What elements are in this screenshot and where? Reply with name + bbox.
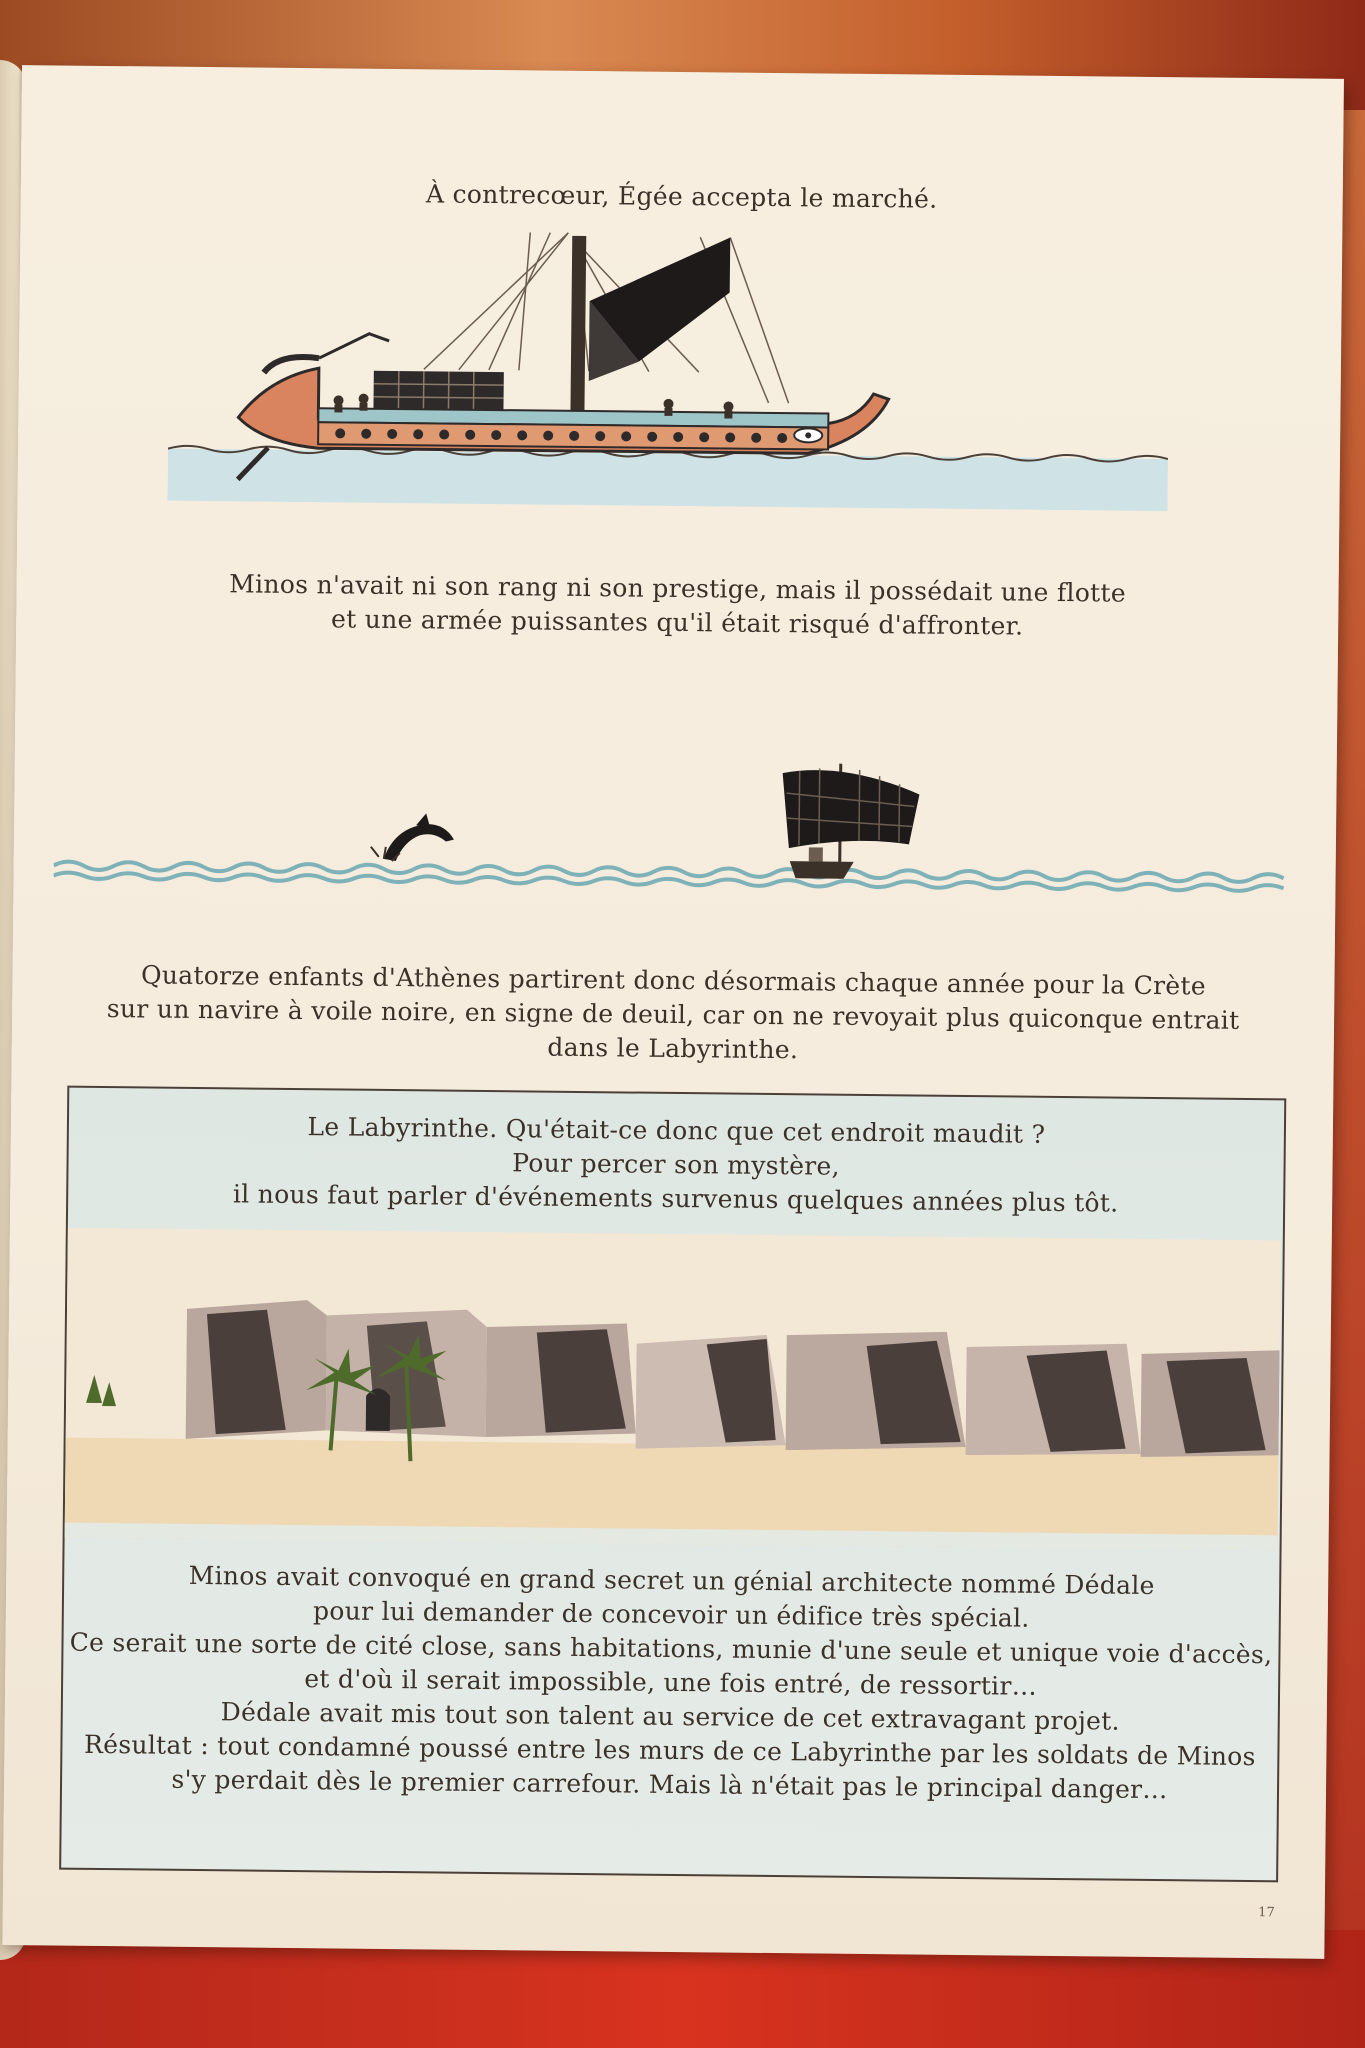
quatorze-line-2: sur un navire à voile noire, en signe de deuil, car on ne revoyait plus quiconque entrait xyxy=(106,994,1240,1035)
box-text-line-6: Résultat : tout condamné poussé entre les murs de ce Labyrinthe par les soldats de Minos xyxy=(83,1729,1256,1772)
labyrinth-walls-illustration xyxy=(65,1228,1281,1551)
minos-line-2: et une armée puissantes qu'il était risqué d'affronter. xyxy=(330,604,1024,641)
minos-line-1: Minos n'avait ni son rang ni son prestige, mais il possédait une flotte xyxy=(229,569,1127,608)
page-heading: À contrecœur, Égée accepta le marché. xyxy=(425,179,938,214)
box-text-line-4: et d'où il serait impossible, une fois entré, de ressortir… xyxy=(304,1664,1038,1701)
box-text-line-5: Dédale avait mis tout son talent au service de cet extravagant projet. xyxy=(220,1697,1120,1736)
galley-illustration xyxy=(167,217,1170,517)
page-number: 17 xyxy=(1258,1905,1275,1921)
quatorze-line-3: dans le Labyrinthe. xyxy=(547,1032,799,1065)
quatorze-line-1: Quatorze enfants d'Athènes partirent donc désormais chaque année pour la Crète xyxy=(140,960,1207,1001)
book-page xyxy=(2,65,1344,1959)
box-text-line-1: Minos avait convoqué en grand secret un génial architecte nommé Dédale xyxy=(188,1560,1155,1601)
box-text-line-2: pour lui demander de concevoir un édifice très spécial. xyxy=(312,1596,1030,1633)
box-text-line-3: Ce serait une sorte de cité close, sans habitations, munie d'une seule et unique voie d'accès, xyxy=(69,1627,1273,1670)
box-intro-line-1: Le Labyrinthe. Qu'était-ce donc que cet endroit maudit ? xyxy=(307,1112,1046,1149)
box-intro-line-2: Pour percer son mystère, xyxy=(512,1148,841,1181)
box-intro-line-3: il nous faut parler d'événements survenus quelques années plus tôt. xyxy=(232,1179,1119,1218)
sea-dolphin-ship-illustration xyxy=(53,735,1295,918)
box-text-line-7: s'y perdait dès le premier carrefour. Mais là n'était pas le principal danger… xyxy=(171,1764,1168,1805)
labyrinth-box xyxy=(59,1086,1286,1883)
